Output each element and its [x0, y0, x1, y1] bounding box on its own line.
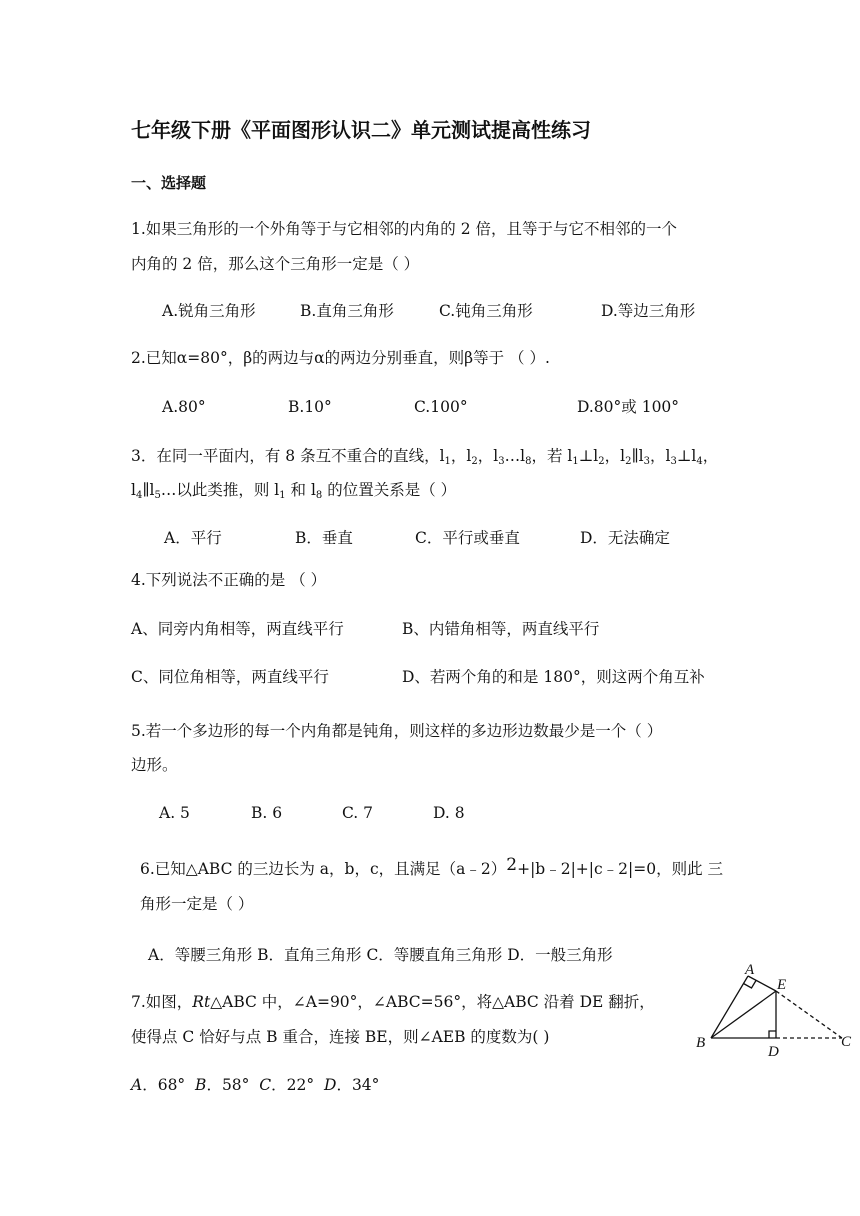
question-1-option-d: D.等边三角形 — [601, 302, 696, 320]
question-2-option-c: C.100° — [414, 398, 468, 416]
question-4-option-a: A、同旁内角相等，两直线平行 — [131, 620, 344, 638]
segment-ec-dashed — [776, 991, 842, 1038]
label-e: E — [777, 977, 787, 993]
question-3-option-a: A．平行 — [164, 529, 222, 547]
segment-ae — [748, 976, 776, 991]
question-2-option-a: A.80° — [162, 398, 206, 416]
triangle-figure — [690, 958, 855, 1063]
question-6-line-2: 角形一定是（ ） — [140, 895, 254, 913]
question-4-option-b: B、内错角相等，两直线平行 — [402, 620, 600, 638]
question-5-option-b: B. 6 — [251, 804, 283, 822]
question-5-line-2: 边形。 — [131, 756, 178, 774]
question-2-option-b: B.10° — [288, 398, 332, 416]
question-6-options: A．等腰三角形 B．直角三角形 C．等腰直角三角形 D．一般三角形 — [148, 946, 613, 964]
question-4-option-d: D、若两个角的和是 180°，则这两个角互补 — [402, 668, 705, 686]
question-7-line-2: 使得点 C 恰好与点 B 重合，连接 BE，则∠AEB 的度数为( ) — [131, 1028, 550, 1046]
question-3-option-c: C．平行或垂直 — [415, 529, 520, 547]
question-4-line-1: 4.下列说法不正确的是 （ ） — [131, 571, 327, 589]
segment-be — [711, 991, 776, 1038]
right-angle-mark-d — [769, 1031, 776, 1038]
label-a: A — [745, 962, 755, 978]
question-7-options: A．68° B．58° C．22° D．34° — [131, 1076, 380, 1094]
question-5-line-1: 5.若一个多边形的每一个内角都是钝角，则这样的多边形边数最少是一个（ ） — [131, 722, 663, 740]
section-heading: 一、选择题 — [131, 174, 207, 192]
question-1-option-c: C.钝角三角形 — [439, 302, 533, 320]
question-4-option-c: C、同位角相等，两直线平行 — [131, 668, 329, 686]
question-2-option-d: D.80°或 100° — [577, 398, 680, 416]
question-1-line-1: 1.如果三角形的一个外角等于与它相邻的内角的 2 倍，且等于与它不相邻的一个 — [131, 220, 678, 238]
question-5-option-a: A. 5 — [159, 804, 190, 822]
label-c: C — [841, 1034, 852, 1050]
label-b: B — [696, 1035, 706, 1051]
question-1-line-2: 内角的 2 倍，那么这个三角形一定是（ ） — [131, 255, 420, 273]
question-7-line-1: 7.如图，Rt△ABC 中，∠A=90°，∠ABC=56°，将△ABC 沿着 DE 翻折， — [131, 993, 655, 1011]
segment-ba — [711, 976, 748, 1038]
question-2-line-1: 2.已知α=80°，β的两边与α的两边分别垂直，则β等于 （ ）. — [131, 349, 550, 367]
question-1-option-a: A.锐角三角形 — [162, 302, 256, 320]
question-3-line-2: $l_4\parallel l_5\dots$以此类推，则 $l_1$ 和 $l_8$ 的位置关系是（ ） — [131, 481, 457, 501]
label-d: D — [768, 1044, 779, 1060]
question-1-option-b: B.直角三角形 — [300, 302, 394, 320]
page-title: 七年级下册《平面图形认识二》单元测试提高性练习 — [131, 118, 591, 142]
question-3-option-b: B．垂直 — [295, 529, 353, 547]
question-5-option-d: D. 8 — [433, 804, 465, 822]
question-5-option-c: C. 7 — [342, 804, 374, 822]
question-6-line-1: 6.已知△ABC 的三边长为 a，b，c，且满足（a﹣2）2+|b﹣2|+|c﹣2|=0，则此 三 — [140, 855, 724, 878]
question-3-line-1: 3．在同一平面内，有 8 条互不重合的直线，$l_1$，$l_2$，$l_3\dots l_8$，若 $l_1\perp l_2$，$l_2\parallel l_3$，$l_3\perp l_4$， — [131, 447, 719, 467]
question-3-option-d: D．无法确定 — [580, 529, 670, 547]
